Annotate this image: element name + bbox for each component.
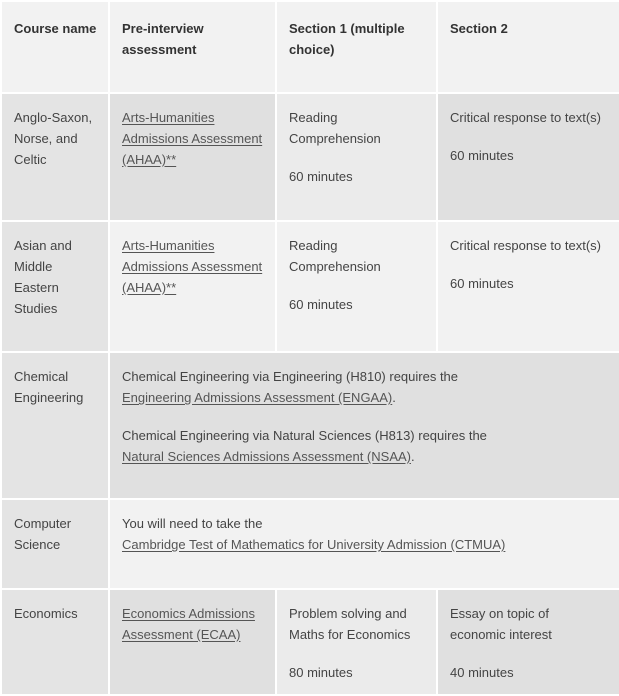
ctmua-link[interactable]: Cambridge Test of Mathematics for University Admission (CTMUA): [122, 537, 506, 552]
course-name-cell: Chemical Engineering: [1, 352, 109, 499]
table-row: [1, 499, 619, 589]
table-header-row: [1, 1, 619, 93]
section1-cell: [276, 589, 437, 695]
assessment-cell: [109, 93, 276, 221]
table-row: [1, 352, 619, 499]
note-text: You will need to take the: [122, 516, 263, 531]
assessment-note-cell: [109, 352, 619, 499]
table-row: [1, 589, 619, 695]
section1-cell: [276, 221, 437, 352]
engineering-route-note: [122, 366, 608, 408]
section2-cell: [437, 221, 619, 352]
course-name-cell: Economics: [1, 589, 109, 695]
section1-duration: 80 minutes: [289, 665, 353, 680]
section2-description: Critical response to text(s): [450, 110, 601, 125]
section1-duration: 60 minutes: [289, 297, 353, 312]
assessment-note-cell: [109, 499, 619, 589]
engaa-link[interactable]: Engineering Admissions Assessment (ENGAA): [122, 390, 393, 405]
note-text: Chemical Engineering via Natural Sciences (H813) requires the: [122, 428, 487, 443]
section2-duration: 40 minutes: [450, 665, 514, 680]
course-name-cell: Asian and Middle Eastern Studies: [1, 221, 109, 352]
ahaa-link[interactable]: Arts-Humanities Admissions Assessment (AHAA)**: [122, 110, 263, 167]
section2-cell: [437, 93, 619, 221]
table-row: [1, 221, 619, 352]
header-section-2: Section 2: [437, 1, 619, 93]
assessment-cell: [109, 221, 276, 352]
header-section-1: Section 1 (multiple choice): [276, 1, 437, 93]
section2-description: Critical response to text(s): [450, 238, 601, 253]
section1-description: Problem solving and Maths for Economics: [289, 606, 411, 642]
assessment-cell: [109, 589, 276, 695]
table-row: [1, 93, 619, 221]
course-name-cell: Anglo-Saxon, Norse, and Celtic: [1, 93, 109, 221]
ahaa-link[interactable]: Arts-Humanities Admissions Assessment (AHAA)**: [122, 238, 263, 295]
section2-cell: [437, 589, 619, 695]
natural-sciences-route-note: [122, 425, 608, 467]
nsaa-link[interactable]: Natural Sciences Admissions Assessment (NSAA): [122, 449, 411, 464]
header-pre-interview-assessment: Pre-interview assessment: [109, 1, 276, 93]
ecaa-link[interactable]: Economics Admissions Assessment (ECAA): [122, 606, 255, 642]
period: .: [411, 449, 415, 464]
section1-cell: [276, 93, 437, 221]
course-name-cell: Computer Science: [1, 499, 109, 589]
section2-duration: 60 minutes: [450, 148, 514, 163]
header-course-name: Course name: [1, 1, 109, 93]
section2-duration: 60 minutes: [450, 276, 514, 291]
period: .: [392, 390, 396, 405]
section1-description: Reading Comprehension: [289, 238, 381, 274]
note-text: Chemical Engineering via Engineering (H810) requires the: [122, 369, 459, 384]
section1-description: Reading Comprehension: [289, 110, 381, 146]
section1-duration: 60 minutes: [289, 169, 353, 184]
section2-description: Essay on topic of economic interest: [450, 606, 552, 642]
